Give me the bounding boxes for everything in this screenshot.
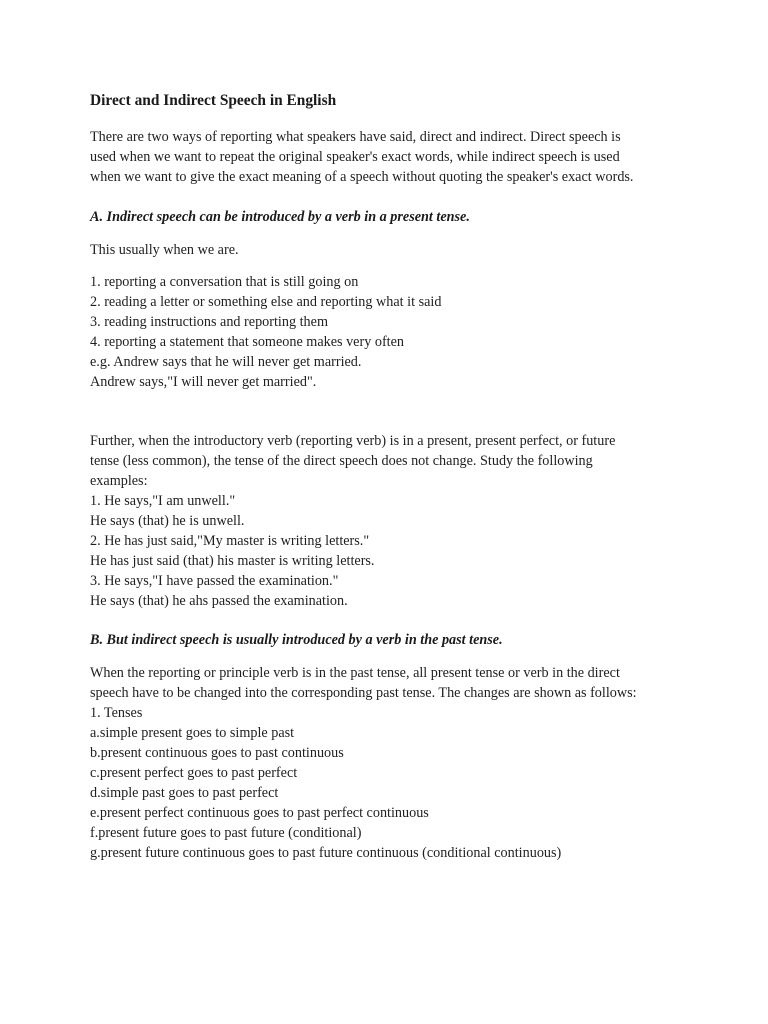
example-line: 2. He has just said,"My master is writing letters."	[90, 533, 370, 549]
intro-line: when we want to give the exact meaning of a speech without quoting the speaker's exact words.	[90, 169, 634, 185]
list-item: a.simple present goes to simple past	[90, 725, 295, 741]
list-heading: 1. Tenses	[90, 705, 143, 721]
document-title: Direct and Indirect Speech in English	[90, 92, 337, 109]
section-b-body	[90, 663, 690, 863]
paragraph-line: tense (less common), the tense of the direct speech does not change. Study the following	[90, 453, 593, 469]
list-item: e.present perfect continuous goes to past perfect continuous	[90, 805, 429, 821]
paragraph-line: speech have to be changed into the corresponding past tense. The changes are shown as follows:	[90, 685, 637, 701]
section-a-list	[90, 272, 690, 392]
section-b-heading: B. But indirect speech is usually introduced by a verb in the past tense.	[90, 632, 503, 648]
further-paragraph	[90, 431, 690, 611]
example-line: 1. He says,"I am unwell."	[90, 493, 236, 509]
list-item: 1. reporting a conversation that is still going on	[90, 274, 359, 290]
example-line: e.g. Andrew says that he will never get married.	[90, 354, 362, 370]
section-a-lead: This usually when we are.	[90, 242, 239, 258]
intro-paragraph	[90, 127, 690, 187]
list-item: 4. reporting a statement that someone makes very often	[90, 334, 404, 350]
paragraph-line: examples:	[90, 473, 148, 489]
list-item: d.simple past goes to past perfect	[90, 785, 279, 801]
example-line: 3. He says,"I have passed the examination."	[90, 573, 339, 589]
example-line: He says (that) he ahs passed the examination.	[90, 593, 348, 609]
list-item: b.present continuous goes to past continuous	[90, 745, 344, 761]
list-item: f.present future goes to past future (conditional)	[90, 825, 362, 841]
section-a-heading: A. Indirect speech can be introduced by a verb in a present tense.	[90, 209, 470, 225]
list-item: c.present perfect goes to past perfect	[90, 765, 298, 781]
paragraph-line: Further, when the introductory verb (reporting verb) is in a present, present perfect, or future	[90, 433, 616, 449]
paragraph-line: When the reporting or principle verb is in the past tense, all present tense or verb in the direct	[90, 665, 620, 681]
example-line: Andrew says,"I will never get married".	[90, 374, 317, 390]
intro-line: There are two ways of reporting what speakers have said, direct and indirect. Direct speech is	[90, 129, 621, 145]
list-item: 2. reading a letter or something else and reporting what it said	[90, 294, 442, 310]
example-line: He says (that) he is unwell.	[90, 513, 245, 529]
intro-line: used when we want to repeat the original speaker's exact words, while indirect speech is used	[90, 149, 620, 165]
list-item: 3. reading instructions and reporting them	[90, 314, 328, 330]
list-item: g.present future continuous goes to past future continuous (conditional continuous)	[90, 845, 562, 861]
example-line: He has just said (that) his master is writing letters.	[90, 553, 375, 569]
